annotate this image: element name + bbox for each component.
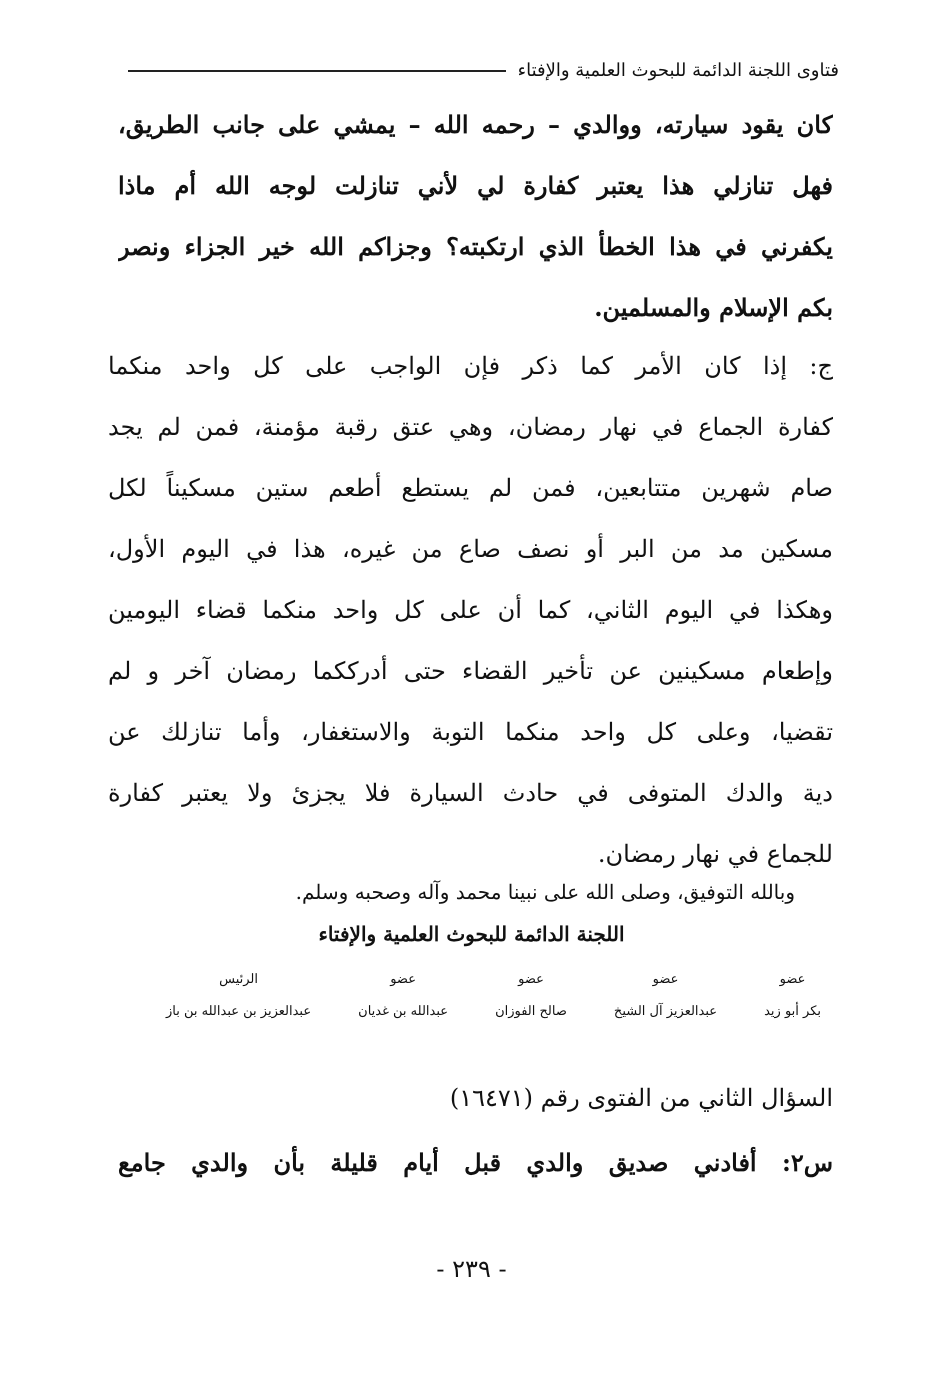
member-name: عبدالله بن غديان	[358, 1004, 449, 1019]
member-name: عبدالعزيز آل الشيخ	[613, 1004, 718, 1019]
answer-line: صام شهرين متتابعين، فمن لم يستطع أطعم ستين مسكيناً لكل	[108, 474, 833, 502]
member	[495, 972, 567, 1019]
header-title: فتاوى اللجنة الدائمة للبحوث العلمية والإفتاء	[517, 59, 839, 81]
running-header	[128, 50, 839, 90]
answer-line: مسكين مد من البر أو نصف صاع من غيره، هذا في اليوم الأول،	[108, 535, 833, 563]
answer-line: كفارة الجماع في نهار رمضان، وهي عتق رقبة مؤمنة، فمن لم يجد	[108, 413, 833, 441]
answer	[108, 336, 833, 885]
member	[166, 972, 311, 1019]
committee-members	[166, 972, 821, 1019]
question-line: كان يقود سيارته، ووالدي – رحمه الله – يمشي على جانب الطريق،	[118, 110, 833, 139]
question-line: بكم الإسلام والمسلمين.	[594, 293, 833, 322]
member-role: عضو	[779, 972, 806, 987]
question-line: يكفرني في هذا الخطأ الذي ارتكبته؟ وجزاكم الله خير الجزاء ونصر	[118, 232, 833, 261]
member-role: عضو	[652, 972, 679, 987]
member-name: بكر أبو زيد	[764, 1004, 821, 1019]
answer-line: تقضيا، وعلى كل واحد منكما التوبة والاستغفار، وأما تنازلك عن	[108, 718, 833, 746]
answer-line: وإطعام مسكينين عن تأخير القضاء حتى أدرككما رمضان آخر و لم	[108, 657, 833, 685]
closing-statement: وبالله التوفيق، وصلى الله على نبينا محمد وآله وصحبه وسلم.	[295, 880, 795, 904]
question-continuation	[118, 94, 833, 338]
member	[764, 972, 821, 1019]
member-role: عضو	[390, 972, 416, 987]
committee-title: اللجنة الدائمة للبحوث العلمية والإفتاء	[318, 922, 625, 946]
header-rule	[128, 70, 506, 72]
question-line: فهل تنازلي هذا يعتبر كفارة لي لأني تنازلت لوجه الله أم ماذا	[118, 171, 833, 200]
member	[358, 972, 448, 1019]
second-question-heading: السؤال الثاني من الفتوى رقم (١٦٤٧١)	[449, 1084, 833, 1112]
member-name: عبدالعزيز بن عبدالله بن باز	[166, 1004, 312, 1019]
answer-line: دية والدك المتوفى في حادث السيارة فلا يجزئ ولا يعتبر كفارة	[108, 779, 833, 807]
answer-line: للجماع في نهار رمضان.	[597, 840, 833, 868]
second-question-text: س٢: أفادني صديق والدي قبل أيام قليلة بأن والدي جامع	[118, 1148, 833, 1177]
member-role: عضو	[518, 972, 544, 987]
member-role: الرئيس	[219, 972, 258, 987]
page-number: - ٢٣٩ -	[436, 1255, 507, 1283]
member	[614, 972, 717, 1019]
answer-line: وهكذا في اليوم الثاني، كما أن على كل واحد منكما قضاء اليومين	[108, 596, 833, 624]
answer-line: ج: إذا كان الأمر كما ذكر فإن الواجب على كل واحد منكما	[108, 352, 833, 380]
member-name: صالح الفوزان	[495, 1004, 567, 1019]
